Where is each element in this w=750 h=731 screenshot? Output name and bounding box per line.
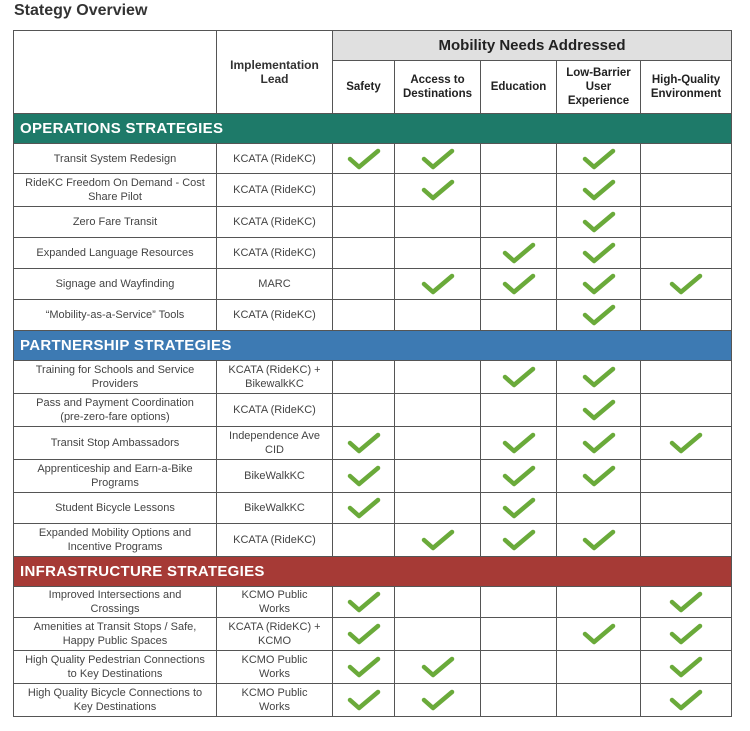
need-cell: [557, 238, 641, 269]
need-cell: [557, 394, 641, 427]
checkmark-icon: [582, 211, 616, 233]
table-row: [14, 684, 732, 717]
header-need-access: Access to Destinations: [395, 61, 481, 114]
checkmark-icon: [502, 242, 536, 264]
header-blank-cell: [14, 31, 217, 114]
need-cell: [333, 300, 395, 331]
checkmark-icon: [347, 591, 381, 613]
need-cell: [395, 394, 481, 427]
need-cell: [395, 493, 481, 524]
need-cell: [395, 524, 481, 557]
checkmark-icon: [669, 591, 703, 613]
need-cell: [333, 269, 395, 300]
need-cell: [333, 361, 395, 394]
need-cell: [333, 144, 395, 174]
table-row: [14, 651, 732, 684]
table-row: [14, 524, 732, 557]
strategy-cell: High Quality Pedestrian Connections to Key Destinations: [14, 651, 217, 684]
section-partnership-row: [14, 331, 732, 361]
lead-cell: BikeWalkKC: [217, 460, 333, 493]
need-cell: [641, 394, 732, 427]
need-cell: [333, 651, 395, 684]
checkmark-icon: [582, 273, 616, 295]
checkmark-icon: [669, 432, 703, 454]
strategy-cell: “Mobility-as-a-Service” Tools: [14, 300, 217, 331]
need-cell: [557, 269, 641, 300]
need-cell: [333, 460, 395, 493]
need-cell: [395, 427, 481, 460]
header-need-safety: Safety: [333, 61, 395, 114]
strategy-cell: Training for Schools and Service Providers: [14, 361, 217, 394]
checkmark-icon: [421, 179, 455, 201]
lead-cell: KCATA (RideKC) + BikewalkKC: [217, 361, 333, 394]
checkmark-icon: [347, 689, 381, 711]
lead-cell: KCMO Public Works: [217, 651, 333, 684]
lead-cell: KCATA (RideKC): [217, 144, 333, 174]
section-infrastructure-title: INFRASTRUCTURE STRATEGIES: [14, 557, 732, 587]
table-row: [14, 460, 732, 493]
need-cell: [481, 394, 557, 427]
lead-cell: BikeWalkKC: [217, 493, 333, 524]
lead-cell: Independence Ave CID: [217, 427, 333, 460]
checkmark-icon: [502, 497, 536, 519]
need-cell: [557, 427, 641, 460]
need-cell: [641, 684, 732, 717]
need-cell: [641, 238, 732, 269]
need-cell: [333, 618, 395, 651]
need-cell: [395, 361, 481, 394]
need-cell: [481, 300, 557, 331]
checkmark-icon: [347, 432, 381, 454]
lead-cell: KCATA (RideKC): [217, 524, 333, 557]
need-cell: [395, 618, 481, 651]
checkmark-icon: [582, 148, 616, 170]
checkmark-icon: [421, 273, 455, 295]
checkmark-icon: [582, 529, 616, 551]
checkmark-icon: [347, 148, 381, 170]
need-cell: [395, 269, 481, 300]
need-cell: [333, 238, 395, 269]
checkmark-icon: [582, 432, 616, 454]
header-need-low-barrier: Low-Barrier User Experience: [557, 61, 641, 114]
strategy-cell: High Quality Bicycle Connections to Key Destinations: [14, 684, 217, 717]
need-cell: [641, 174, 732, 207]
strategy-cell: Amenities at Transit Stops / Safe, Happy Public Spaces: [14, 618, 217, 651]
table-row: [14, 587, 732, 618]
table-row: [14, 394, 732, 427]
table-row: [14, 174, 732, 207]
need-cell: [333, 524, 395, 557]
need-cell: [395, 144, 481, 174]
need-cell: [557, 684, 641, 717]
lead-cell: MARC: [217, 269, 333, 300]
need-cell: [481, 524, 557, 557]
checkmark-icon: [347, 465, 381, 487]
need-cell: [481, 269, 557, 300]
need-cell: [481, 427, 557, 460]
checkmark-icon: [582, 242, 616, 264]
need-cell: [641, 618, 732, 651]
need-cell: [481, 684, 557, 717]
need-cell: [641, 144, 732, 174]
lead-cell: KCMO Public Works: [217, 587, 333, 618]
need-cell: [641, 651, 732, 684]
checkmark-icon: [582, 465, 616, 487]
header-mobility-needs: Mobility Needs Addressed: [333, 31, 732, 61]
checkmark-icon: [421, 148, 455, 170]
need-cell: [557, 207, 641, 238]
need-cell: [557, 361, 641, 394]
need-cell: [481, 460, 557, 493]
checkmark-icon: [502, 273, 536, 295]
need-cell: [395, 460, 481, 493]
checkmark-icon: [421, 689, 455, 711]
strategy-cell: Expanded Mobility Options and Incentive Programs: [14, 524, 217, 557]
checkmark-icon: [669, 273, 703, 295]
section-operations-title: OPERATIONS STRATEGIES: [14, 114, 732, 144]
need-cell: [557, 618, 641, 651]
need-cell: [481, 587, 557, 618]
lead-cell: KCATA (RideKC): [217, 300, 333, 331]
checkmark-icon: [347, 497, 381, 519]
need-cell: [557, 174, 641, 207]
checkmark-icon: [502, 529, 536, 551]
strategy-table-wrapper: [13, 30, 731, 717]
need-cell: [557, 524, 641, 557]
checkmark-icon: [502, 465, 536, 487]
strategy-cell: RideKC Freedom On Demand - Cost Share Pilot: [14, 174, 217, 207]
need-cell: [641, 427, 732, 460]
lead-cell: KCATA (RideKC): [217, 207, 333, 238]
checkmark-icon: [502, 366, 536, 388]
need-cell: [395, 300, 481, 331]
table-row: [14, 618, 732, 651]
lead-cell: KCMO Public Works: [217, 684, 333, 717]
need-cell: [333, 174, 395, 207]
checkmark-icon: [669, 623, 703, 645]
need-cell: [641, 524, 732, 557]
lead-cell: KCATA (RideKC) + KCMO: [217, 618, 333, 651]
header-need-education: Education: [481, 61, 557, 114]
need-cell: [641, 587, 732, 618]
need-cell: [333, 394, 395, 427]
checkmark-icon: [421, 529, 455, 551]
checkmark-icon: [669, 656, 703, 678]
table-row: [14, 207, 732, 238]
strategy-table: [13, 30, 732, 717]
need-cell: [395, 587, 481, 618]
lead-cell: KCATA (RideKC): [217, 238, 333, 269]
strategy-cell: Zero Fare Transit: [14, 207, 217, 238]
need-cell: [641, 300, 732, 331]
header-need-environment: High-Quality Environment: [641, 61, 732, 114]
strategy-cell: Transit Stop Ambassadors: [14, 427, 217, 460]
need-cell: [333, 207, 395, 238]
checkmark-icon: [582, 179, 616, 201]
need-cell: [481, 493, 557, 524]
checkmark-icon: [582, 366, 616, 388]
strategy-cell: Apprenticeship and Earn-a-Bike Programs: [14, 460, 217, 493]
table-row: [14, 269, 732, 300]
strategy-cell: Student Bicycle Lessons: [14, 493, 217, 524]
table-row: [14, 144, 732, 174]
need-cell: [557, 144, 641, 174]
checkmark-icon: [347, 656, 381, 678]
strategy-cell: Transit System Redesign: [14, 144, 217, 174]
table-row: [14, 427, 732, 460]
need-cell: [557, 460, 641, 493]
need-cell: [557, 493, 641, 524]
need-cell: [481, 361, 557, 394]
need-cell: [641, 493, 732, 524]
need-cell: [395, 207, 481, 238]
strategy-cell: Improved Intersections and Crossings: [14, 587, 217, 618]
checkmark-icon: [347, 623, 381, 645]
checkmark-icon: [582, 399, 616, 421]
table-body: [14, 114, 732, 717]
need-cell: [395, 238, 481, 269]
need-cell: [333, 493, 395, 524]
need-cell: [641, 269, 732, 300]
need-cell: [557, 651, 641, 684]
table-row: [14, 361, 732, 394]
checkmark-icon: [582, 304, 616, 326]
section-operations-row: [14, 114, 732, 144]
lead-cell: KCATA (RideKC): [217, 174, 333, 207]
lead-cell: KCATA (RideKC): [217, 394, 333, 427]
need-cell: [481, 207, 557, 238]
need-cell: [557, 587, 641, 618]
table-row: [14, 300, 732, 331]
strategy-cell: Pass and Payment Coordination (pre-zero-fare options): [14, 394, 217, 427]
need-cell: [395, 174, 481, 207]
table-row: [14, 238, 732, 269]
strategy-cell: Expanded Language Resources: [14, 238, 217, 269]
need-cell: [481, 238, 557, 269]
need-cell: [395, 651, 481, 684]
need-cell: [481, 618, 557, 651]
checkmark-icon: [502, 432, 536, 454]
section-partnership-title: PARTNERSHIP STRATEGIES: [14, 331, 732, 361]
need-cell: [333, 427, 395, 460]
need-cell: [641, 361, 732, 394]
section-infrastructure-row: [14, 557, 732, 587]
checkmark-icon: [582, 623, 616, 645]
need-cell: [641, 460, 732, 493]
checkmark-icon: [421, 656, 455, 678]
need-cell: [333, 684, 395, 717]
need-cell: [481, 651, 557, 684]
strategy-cell: Signage and Wayfinding: [14, 269, 217, 300]
table-row: [14, 493, 732, 524]
need-cell: [641, 207, 732, 238]
need-cell: [395, 684, 481, 717]
need-cell: [481, 144, 557, 174]
page-title: Stategy Overview: [14, 2, 148, 19]
header-implementation-lead: Implementation Lead: [217, 31, 333, 114]
need-cell: [481, 174, 557, 207]
need-cell: [557, 300, 641, 331]
need-cell: [333, 587, 395, 618]
checkmark-icon: [669, 689, 703, 711]
